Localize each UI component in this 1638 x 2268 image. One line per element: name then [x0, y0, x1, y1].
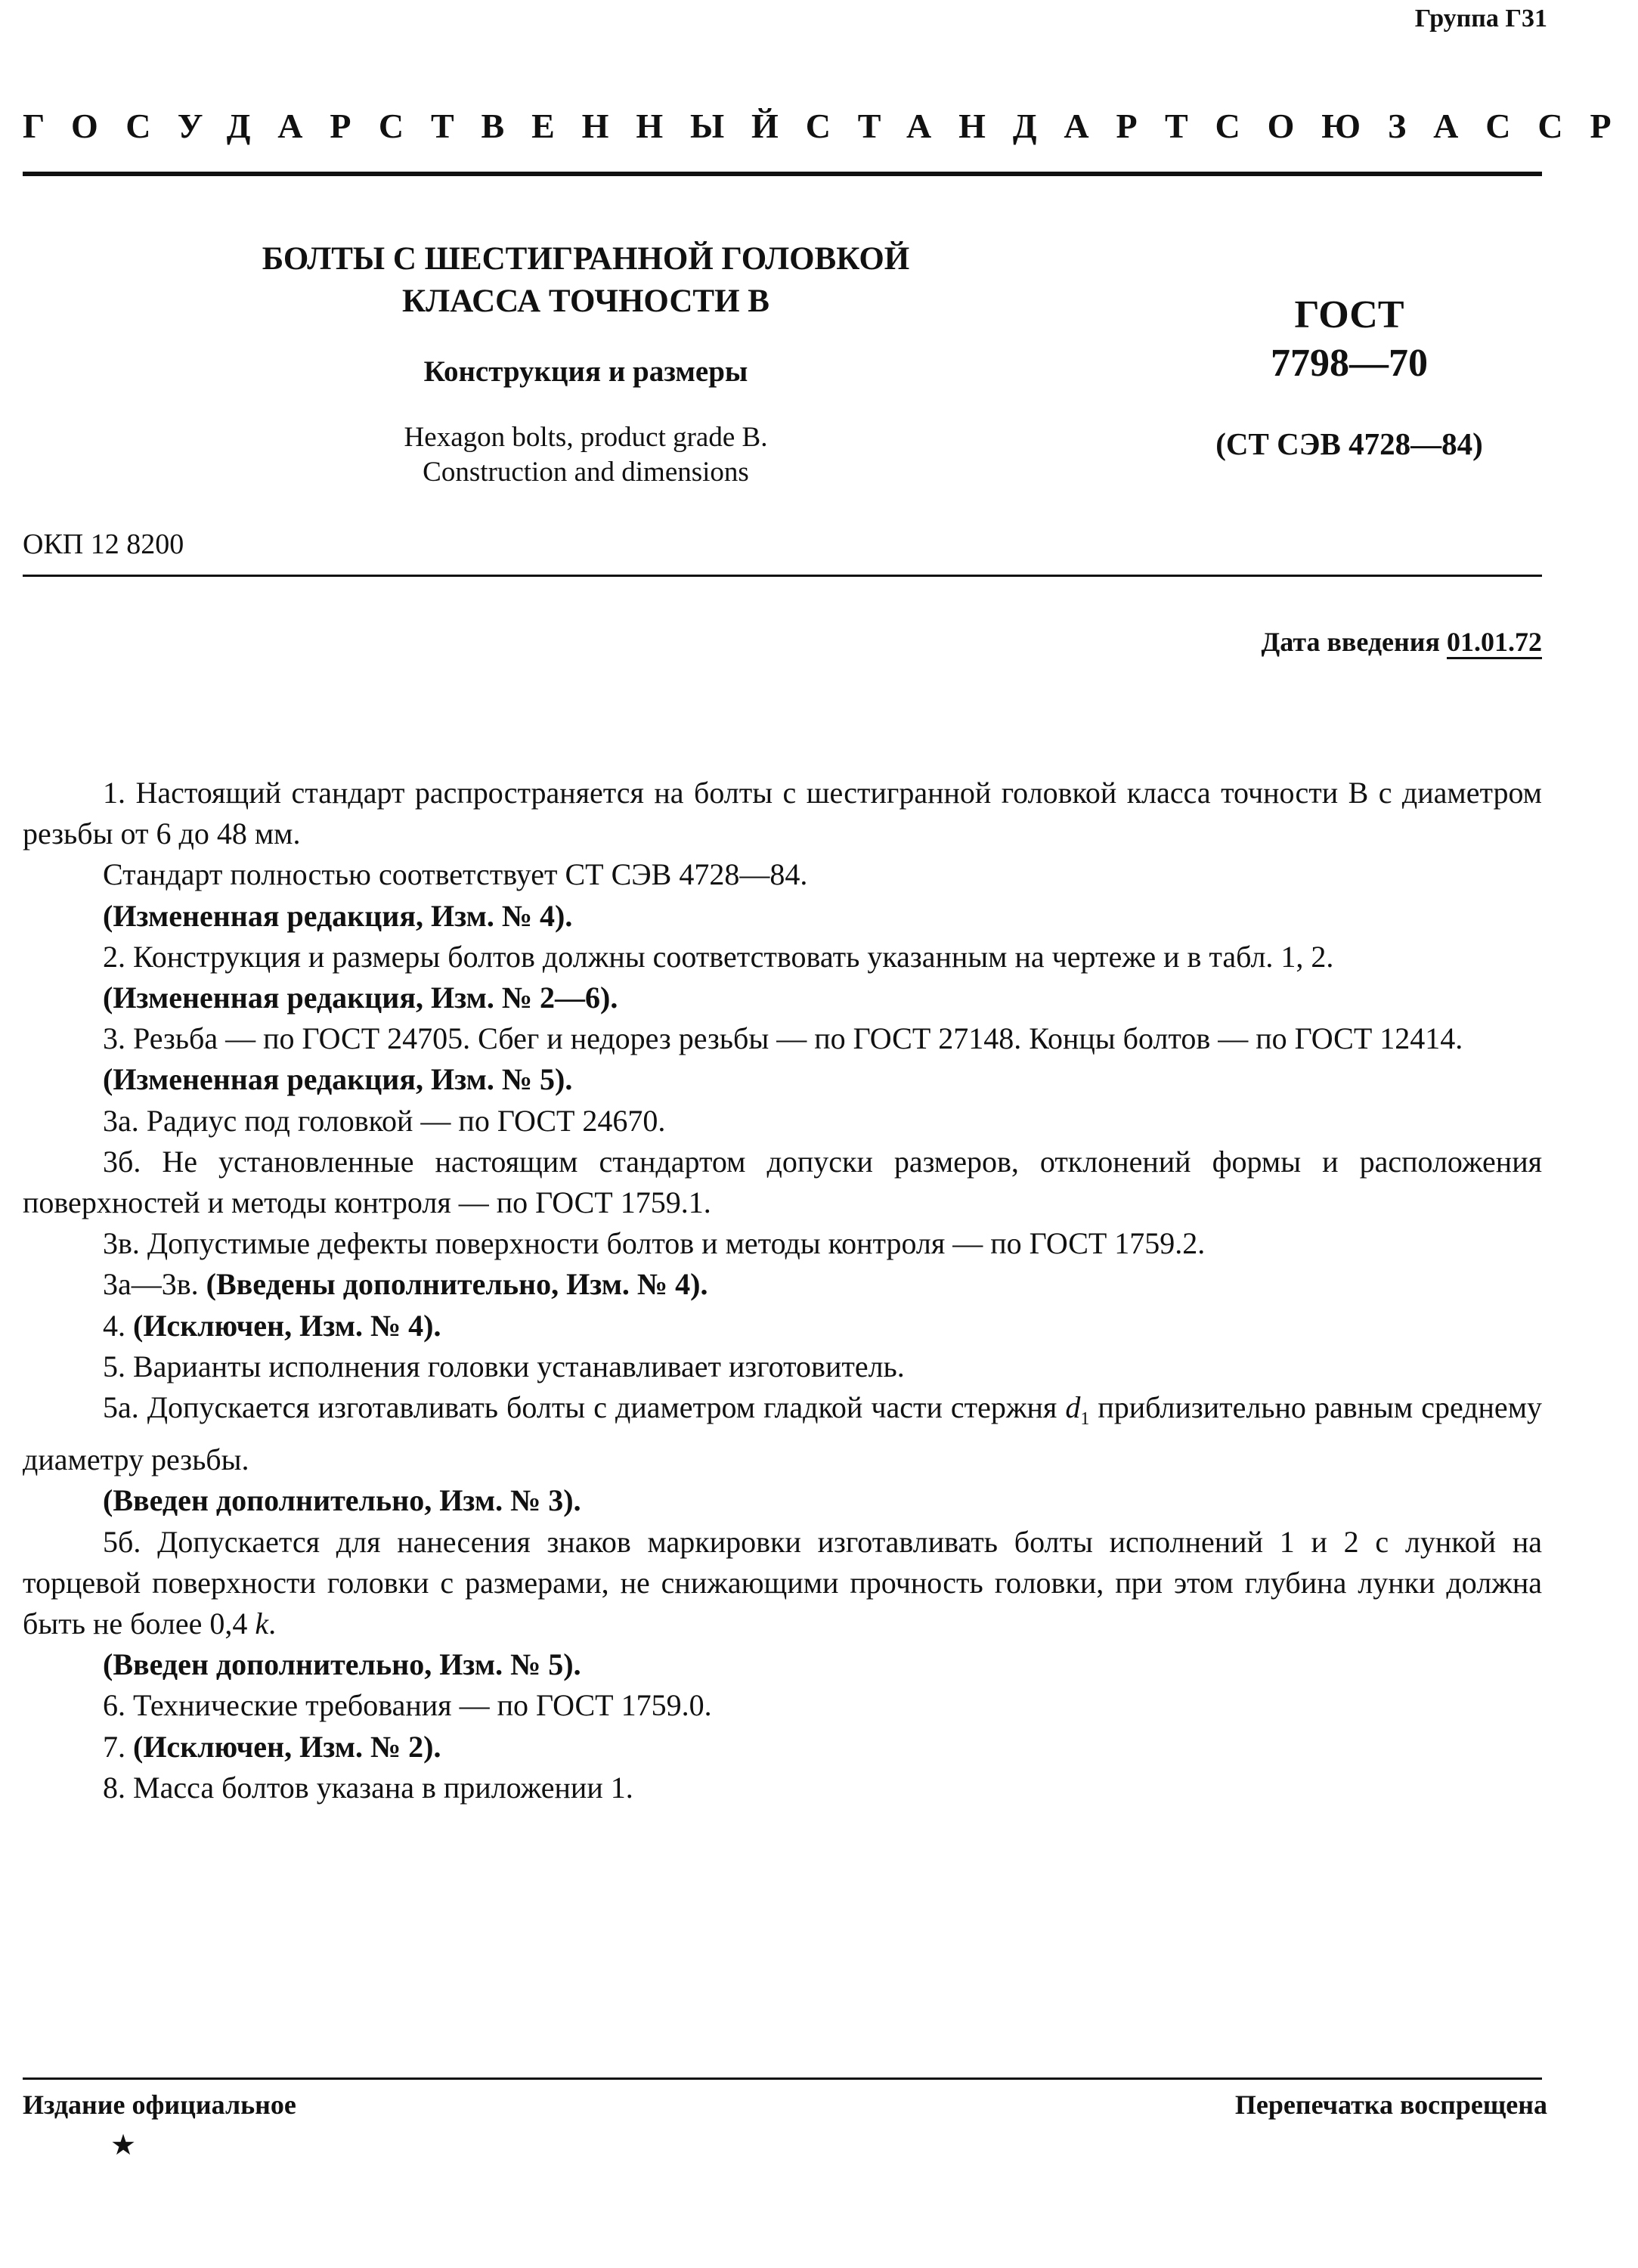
- header-word-4: ССР: [1485, 107, 1638, 145]
- title-ru-line-2: КЛАССА ТОЧНОСТИ В: [402, 284, 769, 319]
- amendment-note: (Измененная редакция, Изм. № 2—6).: [103, 981, 618, 1015]
- date-label: Дата введения: [1261, 627, 1440, 657]
- title-ru: [121, 238, 1051, 323]
- symbol-d1: [1065, 1390, 1090, 1430]
- paragraph-5: 5. Варианты исполнения головки устанавливает изготовитель.: [103, 1349, 905, 1383]
- paragraph-3b: 3б. Не установленные настоящим стандартом допуски размеров, отклонений формы и расположения поверхностей и методы контроля — по ГОСТ 1759.1.: [23, 1144, 1542, 1220]
- header-word-1: ГОСУДАРСТВЕННЫЙ: [23, 107, 806, 145]
- symbol-subscript: 1: [1080, 1409, 1090, 1430]
- symbol-k: k: [255, 1606, 269, 1641]
- paragraph-8: 8. Масса болтов указана в приложении 1.: [103, 1770, 633, 1805]
- footer-rule: [23, 2077, 1542, 2080]
- header-word-3: СОЮЗА: [1215, 107, 1486, 145]
- title-en-line-2: Construction and dimensions: [423, 457, 749, 488]
- paragraph-5b: 5б. Допускается для нанесения знаков маркировки изготавливать болты исполнений 1 и 2 с лункой на торцевой поверхности головки с размерами, не снижающими прочность головки, при этом глубина лунки должна быть не более 0,4 k.: [23, 1524, 1542, 1641]
- paragraph-1: 1. Настоящий стандарт распространяется на болты с шестигранной головкой класса точности В с диаметром резьбы от 6 до 48 мм.: [23, 776, 1542, 851]
- gost-label: ГОСТ: [1294, 293, 1404, 336]
- paragraph-7: [23, 1727, 1542, 1768]
- symbol-d: d: [1065, 1390, 1081, 1425]
- official-edition: Издание официальное: [23, 2090, 296, 2120]
- amendment-note: (Исключен, Изм. № 2).: [133, 1729, 441, 1764]
- amendment-note: (Введены дополнительно, Изм. № 4).: [206, 1267, 708, 1302]
- header-rule: [23, 172, 1542, 176]
- paragraph-5a-text: 5а. Допускается изготавливать болты с диаметром гладкой части стержня: [103, 1390, 1057, 1425]
- amendment-note: (Введен дополнительно, Изм. № 3).: [103, 1483, 581, 1518]
- group-code: Группа Г31: [1414, 5, 1547, 33]
- paragraph-3: 3. Резьба — по ГОСТ 24705. Сбег и недорез резьбы — по ГОСТ 27148. Концы болтов — по ГОСТ 12414.: [103, 1021, 1463, 1056]
- subtitle: Конструкция и размеры: [423, 355, 748, 388]
- gost-number: 7798—70: [1271, 342, 1428, 385]
- amendment-note: (Измененная редакция, Изм. № 4).: [103, 898, 573, 933]
- state-standard-header: [23, 106, 1638, 146]
- date-value: 01.01.72: [1447, 627, 1542, 657]
- title-ru-line-1: БОЛТЫ С ШЕСТИГРАННОЙ ГОЛОВКОЙ: [262, 241, 910, 277]
- paragraph-3a-3v: [23, 1264, 1542, 1305]
- okp-code: ОКП 12 8200: [23, 528, 184, 560]
- title-block: [121, 238, 1051, 490]
- paragraph-5b-text: 5б. Допускается для нанесения знаков маркировки изготавливать болты исполнений 1 и 2 с лункой на торцевой поверхности головки с размерами, не снижающими прочность головки, при этом глубина лунки должна быть не более 0,4: [23, 1524, 1542, 1641]
- paragraph-3a: 3а. Радиус под головкой — по ГОСТ 24670.: [103, 1103, 666, 1138]
- amendment-note: (Исключен, Изм. № 4).: [133, 1308, 441, 1343]
- amendment-note: (Введен дополнительно, Изм. № 5).: [103, 1647, 581, 1682]
- paragraph-5a: [23, 1387, 1542, 1480]
- document-body: [23, 773, 1542, 1808]
- star-icon: ★: [110, 2130, 137, 2161]
- paragraph-prefix: 7.: [103, 1729, 125, 1764]
- title-en-line-1: Hexagon bolts, product grade B.: [404, 422, 768, 453]
- amendment-note: (Измененная редакция, Изм. № 5).: [103, 1062, 573, 1097]
- reprint-prohibited: Перепечатка воспрещена: [1234, 2090, 1547, 2120]
- paragraph-4: [23, 1306, 1542, 1346]
- paragraph-prefix: 4.: [103, 1308, 125, 1343]
- paragraph-6: 6. Технические требования — по ГОСТ 1759.0.: [103, 1688, 712, 1723]
- sev-reference: (СТ СЭВ 4728—84): [1215, 426, 1483, 461]
- paragraph-1-compliance: Стандарт полностью соответствует СТ СЭВ 4728—84.: [103, 857, 808, 892]
- paragraph-2: 2. Конструкция и размеры болтов должны соответствовать указанным на чертеже и в табл. 1, 2.: [103, 939, 1334, 974]
- paragraph-5a-text-end: приблизительно равным среднему диаметру резьбы.: [23, 1390, 1542, 1477]
- okp-rule: [23, 575, 1542, 577]
- effective-date: [1262, 626, 1543, 658]
- gost-designation: [1187, 291, 1512, 462]
- paragraph-3v: 3в. Допустимые дефекты поверхности болтов и методы контроля — по ГОСТ 1759.2.: [103, 1226, 1206, 1261]
- header-word-2: СТАНДАРТ: [805, 107, 1215, 145]
- title-en: [121, 420, 1051, 490]
- paragraph-prefix: 3а—3в.: [103, 1267, 199, 1302]
